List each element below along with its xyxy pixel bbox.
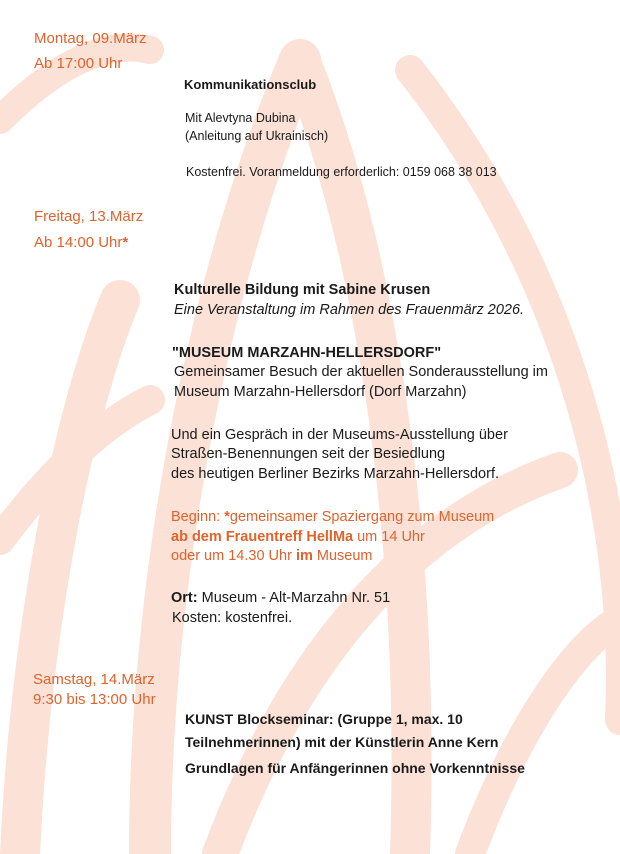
event3-time: 9:30 bis 13:00 Uhr bbox=[33, 691, 156, 708]
event3-title-line1: KUNST Blockseminar: (Gruppe 1, max. 10 bbox=[185, 711, 463, 727]
event2-begin-line3-rest: Museum bbox=[312, 548, 373, 564]
event2-date: Freitag, 13.März bbox=[34, 208, 144, 225]
event2-time bbox=[34, 233, 128, 253]
event2-talk-line3: des heutigen Berliner Bezirks Marzahn-Hellersdorf. bbox=[171, 466, 500, 482]
event1-date: Montag, 09.März bbox=[34, 30, 147, 47]
event2-ort bbox=[171, 588, 390, 608]
event2-begin-text: gemeinsamer Spaziergang zum Museum bbox=[229, 509, 495, 525]
event2-begin-marker: * bbox=[224, 509, 230, 525]
event2-title: Kulturelle Bildung mit Sabine Krusen bbox=[174, 282, 431, 298]
event1-line1: Mit Alevtyna Dubina bbox=[185, 111, 296, 125]
event2-talk-line2: Straßen-Benennungen seit der Besiedlung bbox=[171, 446, 446, 462]
event2-begin-line3-pre: oder um 14.30 Uhr bbox=[171, 548, 296, 564]
event1-line2: (Anleitung auf Ukrainisch) bbox=[185, 129, 329, 143]
event2-begin-label: Beginn: bbox=[171, 509, 225, 525]
event2-museum-line2: Museum Marzahn-Hellersdorf (Dorf Marzahn) bbox=[174, 384, 467, 400]
event2-subtitle: Eine Veranstaltung im Rahmen des Frauenmärz 2026. bbox=[174, 302, 525, 318]
event2-museum-title: "MUSEUM MARZAHN-HELLERSDORF" bbox=[172, 345, 442, 361]
event2-museum-line1: Gemeinsamer Besuch der aktuellen Sonderausstellung im bbox=[174, 364, 548, 380]
event2-time-marker: * bbox=[122, 234, 129, 251]
event2-begin-line3 bbox=[171, 546, 373, 566]
event2-ort-label: Ort: bbox=[171, 590, 198, 606]
event2-begin-line2-bold: ab dem Frauentreff HellMa bbox=[171, 529, 354, 545]
event2-begin-line3-bold: im bbox=[295, 548, 313, 564]
event2-begin-line1 bbox=[171, 507, 494, 527]
event2-talk-line1: Und ein Gespräch in der Museums-Ausstellung über bbox=[171, 427, 508, 443]
event2-kosten: Kosten: kostenfrei. bbox=[172, 610, 293, 626]
event3-date: Samstag, 14.März bbox=[33, 671, 155, 688]
event1-cost: Kostenfrei. Voranmeldung erforderlich: 0159 068 38 013 bbox=[186, 165, 497, 179]
event1-time: Ab 17:00 Uhr bbox=[34, 55, 123, 72]
event3-title-line2: Teilnehmerinnen) mit der Künstlerin Anne Kern bbox=[185, 734, 499, 750]
event1-title: Kommunikationsclub bbox=[184, 77, 317, 92]
event2-time-text: Ab 14:00 Uhr bbox=[34, 234, 123, 251]
event2-ort-value: Museum - Alt-Marzahn Nr. 51 bbox=[197, 590, 391, 606]
event3-subtitle: Grundlagen für Anfängerinnen ohne Vorkenntnisse bbox=[185, 760, 525, 776]
event2-begin-line2-rest: um 14 Uhr bbox=[353, 529, 425, 545]
event2-begin-line2 bbox=[171, 527, 425, 547]
